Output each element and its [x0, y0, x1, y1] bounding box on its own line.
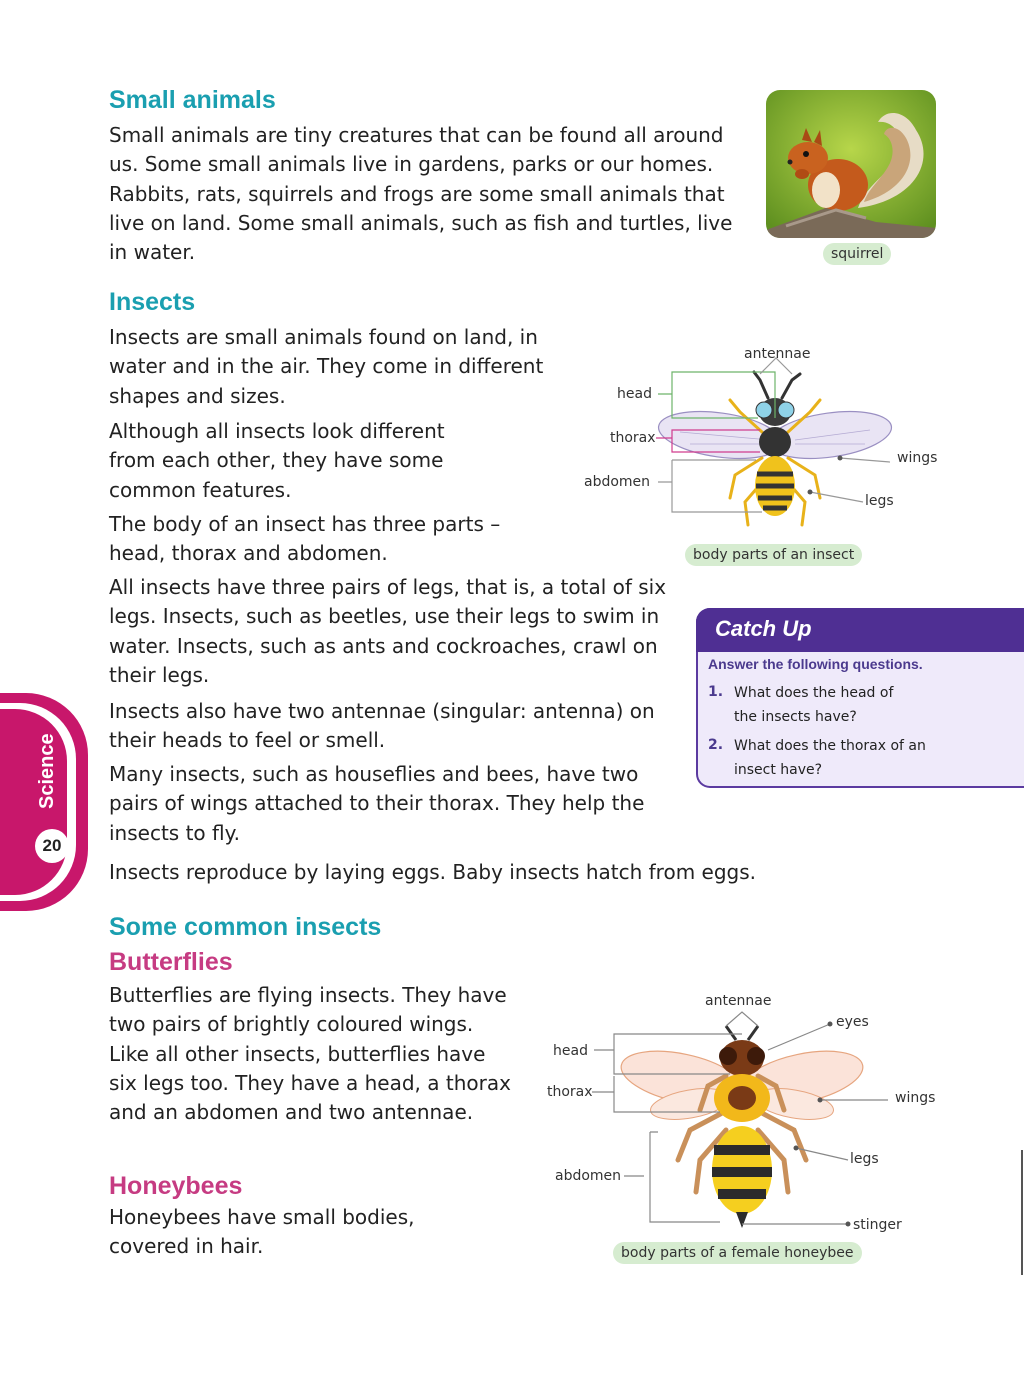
honeybee-label-antennae: antennae — [705, 993, 772, 1009]
catch-up-instruction: Answer the following questions. — [708, 656, 923, 672]
question-text: What does the head of the insects have? — [734, 685, 894, 725]
insect-label-abdomen: abdomen — [584, 474, 651, 490]
honeybee-label-head: head — [553, 1043, 588, 1059]
honeybee-label-eyes: eyes — [836, 1014, 869, 1030]
honeybee-label-wings: wings — [895, 1090, 936, 1106]
insect-label-wings: wings — [897, 450, 938, 466]
squirrel-caption: squirrel — [823, 243, 891, 265]
catch-up-title: Catch Up — [715, 616, 812, 641]
subject-label — [28, 733, 68, 821]
insects-para-4: All insects have three pairs of legs, that is, a total of six legs. Insects, such as beetles, use their legs to swim in water. Insects, such as ants and cockroaches, crawl on their legs. — [109, 575, 667, 687]
small-animals-heading: Small animals — [109, 86, 276, 114]
insect-label-head: head — [617, 386, 652, 402]
insects-heading: Insects — [109, 288, 196, 316]
honeybee-diagram — [540, 1000, 940, 1240]
squirrel-photo — [766, 90, 936, 238]
insects-para-6: Many insects, such as houseflies and bees, have two pairs of wings attached to their thorax. They help the insects to fly. — [109, 762, 645, 845]
insect-diagram-caption: body parts of an insect — [685, 544, 862, 566]
honeybees-heading: Honeybees — [109, 1172, 243, 1200]
subject-label-text: Science — [36, 733, 58, 809]
honeybee-label-legs: legs — [850, 1151, 879, 1167]
insect-label-thorax: thorax — [610, 430, 656, 446]
insect-label-legs: legs — [865, 493, 894, 509]
page-edge-line — [1021, 1150, 1023, 1275]
insects-para-7: Insects reproduce by laying eggs. Baby insects hatch from eggs. — [109, 860, 757, 884]
honeybees-text: Honeybees have small bodies, covered in hair. — [109, 1205, 415, 1259]
page-number: 20 — [35, 829, 69, 863]
honeybee-label-stinger: stinger — [853, 1217, 902, 1233]
insects-para-5: Insects also have two antennae (singular: antenna) on their heads to feel or smell. — [109, 699, 655, 753]
common-insects-heading: Some common insects — [109, 913, 382, 941]
butterflies-text: Butterflies are flying insects. They have two pairs of brightly coloured wings. Like all other insects, butterflies have six legs too. They have a head, a thorax and an abdomen and two antennae. — [109, 983, 511, 1125]
honeybee-label-abdomen: abdomen — [555, 1168, 622, 1184]
honeybee-diagram-caption: body parts of a female honeybee — [613, 1242, 862, 1264]
small-animals-text: Small animals are tiny creatures that can be found all around us. Some small animals live in gardens, parks or our homes. Rabbits, rats, squirrels and frogs are some small animals that live on land. Some small animals, such as fish and turtles, live in water. — [109, 123, 733, 265]
question-text: What does the thorax of an insect have? — [734, 738, 926, 778]
question-number: 2. — [708, 737, 724, 753]
question-number: 1. — [708, 684, 724, 700]
insect-label-antennae: antennae — [744, 346, 811, 362]
butterflies-heading: Butterflies — [109, 948, 233, 976]
insects-para-1: Insects are small animals found on land, in water and in the air. They come in different shapes and sizes. — [109, 325, 544, 408]
honeybee-label-thorax: thorax — [547, 1084, 593, 1100]
insects-para-2: Although all insects look different from each other, they have some common features. — [109, 419, 445, 502]
insects-para-3: The body of an insect has three parts – head, thorax and abdomen. — [109, 512, 501, 566]
